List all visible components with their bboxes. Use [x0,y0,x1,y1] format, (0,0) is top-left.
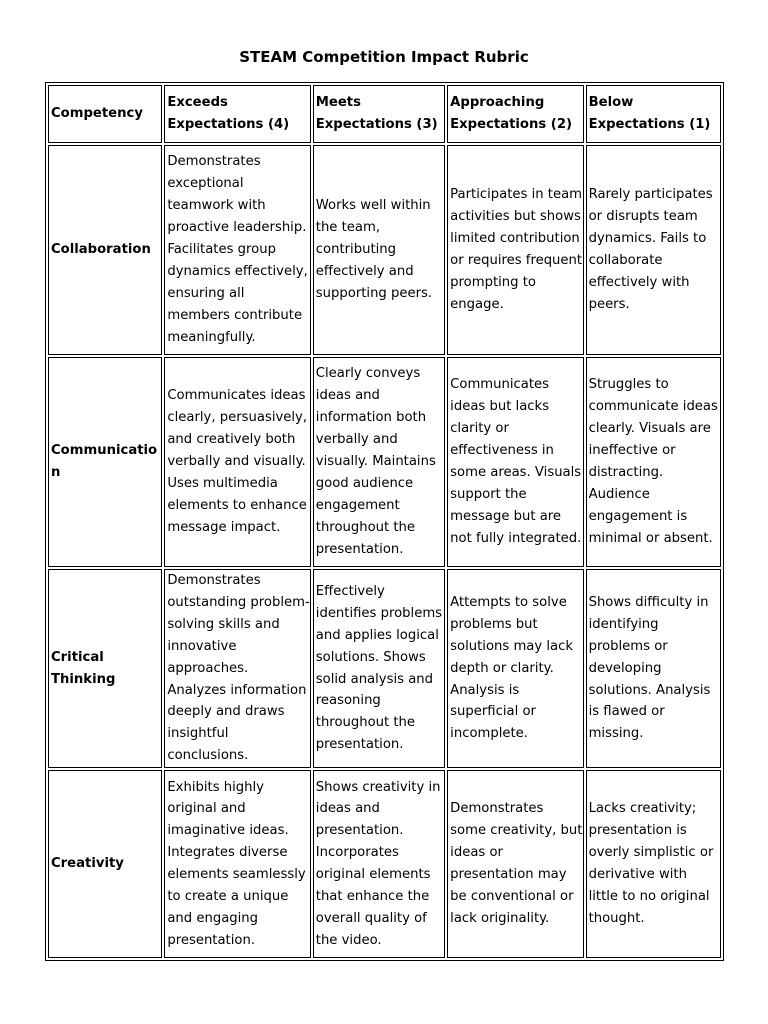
row-creativity [48,770,721,958]
document-title: STEAM Competition Impact Rubric [239,48,529,66]
cell-exceeds: Demonstrates outstanding problem-solving skills and innovative approaches. Analyzes information deeply and draws insightful conclusions. [164,569,310,768]
header-below-expectations: Below Expectations (1) [586,85,721,143]
header-competency: Competency [48,85,162,143]
cell-meets: Clearly conveys ideas and information both verbally and visually. Maintains good audience engagement throughout the presentation. [313,357,445,567]
cell-exceeds: Demonstrates exceptional teamwork with proactive leadership. Facilitates group dynamics effectively, ensuring all members contribute meaningfully. [164,145,310,355]
cell-approaching: Attempts to solve problems but solutions may lack depth or clarity. Analysis is superficial or incomplete. [447,569,583,768]
cell-below: Rarely participates or disrupts team dynamics. Fails to collaborate effectively with peers. [586,145,721,355]
cell-below: Lacks creativity; presentation is overly simplistic or derivative with little to no original thought. [586,770,721,958]
cell-approaching: Participates in team activities but shows limited contribution or requires frequent prompting to engage. [447,145,583,355]
cell-meets: Shows creativity in ideas and presentation. Incorporates original elements that enhance the overall quality of the video. [313,770,445,958]
competency-label: Critical Thinking [48,569,162,768]
cell-below: Shows difficulty in identifying problems or developing solutions. Analysis is flawed or missing. [586,569,721,768]
cell-exceeds: Communicates ideas clearly, persuasively, and creatively both verbally and visually. Uses multimedia elements to enhance message impact. [164,357,310,567]
header-row [48,85,721,143]
header-exceeds-expectations: Exceeds Expectations (4) [164,85,310,143]
cell-meets: Effectively identifies problems and applies logical solutions. Shows solid analysis and reasoning throughout the presentation. [313,569,445,768]
cell-meets: Works well within the team, contributing effectively and supporting peers. [313,145,445,355]
header-meets-expectations: Meets Expectations (3) [313,85,445,143]
row-critical-thinking [48,569,721,768]
cell-approaching: Demonstrates some creativity, but ideas or presentation may be conventional or lack originality. [447,770,583,958]
cell-exceeds: Exhibits highly original and imaginative ideas. Integrates diverse elements seamlessly to create a unique and engaging presentation. [164,770,310,958]
rubric-table [45,82,724,961]
competency-label: Collaboration [48,145,162,355]
row-collaboration [48,145,721,355]
competency-label: Creativity [48,770,162,958]
cell-below: Struggles to communicate ideas clearly. Visuals are ineffective or distracting. Audience engagement is minimal or absent. [586,357,721,567]
competency-label: Communication [48,357,162,567]
header-approaching-expectations: Approaching Expectations (2) [447,85,583,143]
cell-approaching: Communicates ideas but lacks clarity or effectiveness in some areas. Visuals support the message but are not fully integrated. [447,357,583,567]
row-communication [48,357,721,567]
